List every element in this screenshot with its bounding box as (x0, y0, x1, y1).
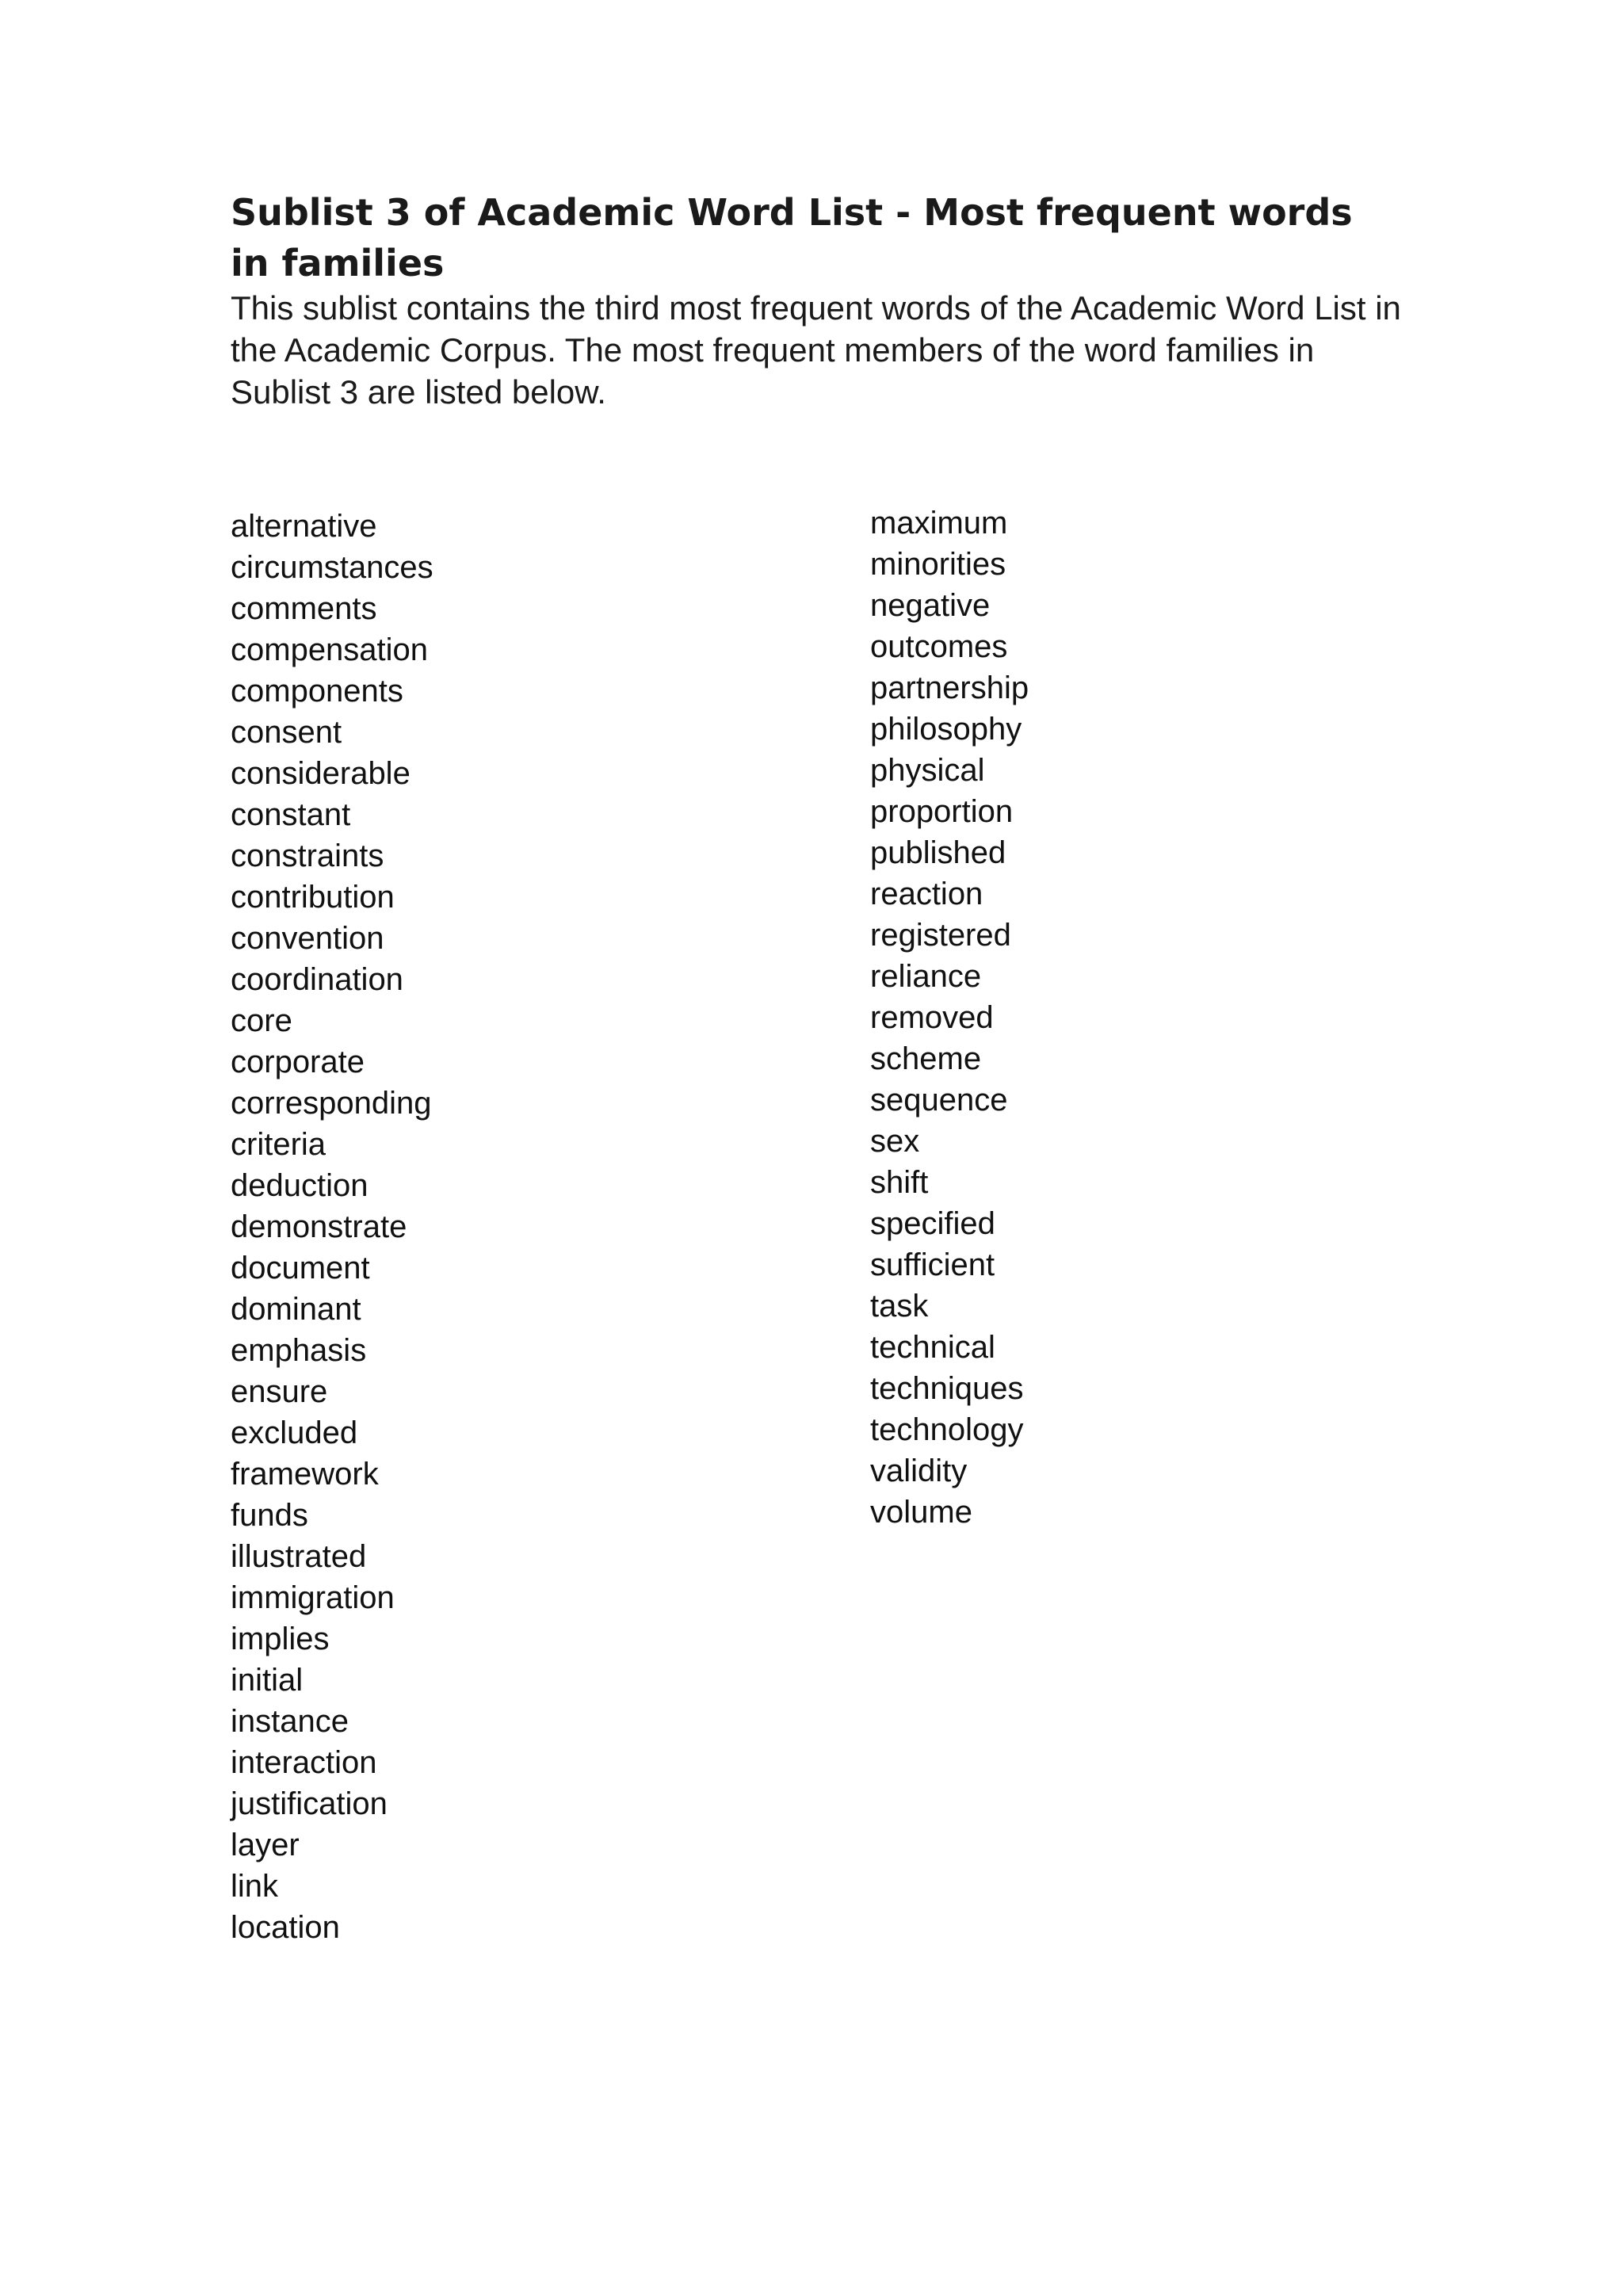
word-list-item: removed (870, 1000, 994, 1035)
word-list-item: excluded (231, 1415, 358, 1450)
word-list-item: maximum (870, 506, 1008, 541)
word-list-item: location (231, 1910, 340, 1945)
word-list-item: consent (231, 715, 342, 750)
word-list-item: constraints (231, 839, 384, 873)
word-list-item: corporate (231, 1045, 365, 1079)
word-list-item: philosophy (870, 712, 1022, 747)
word-list-item: corresponding (231, 1086, 432, 1121)
word-list-item: interaction (231, 1745, 377, 1780)
word-list-item: contribution (231, 880, 395, 915)
word-list-item: shift (870, 1165, 929, 1200)
word-list-item: comments (231, 591, 377, 626)
word-list-item: coordination (231, 962, 403, 997)
word-list-item: sex (870, 1124, 920, 1159)
word-list-item: technology (870, 1412, 1024, 1447)
word-list-item: deduction (231, 1168, 369, 1203)
word-list-right-column (870, 502, 1029, 1533)
word-list-item: considerable (231, 756, 411, 791)
word-list-item: volume (870, 1495, 972, 1530)
word-list-item: layer (231, 1828, 300, 1862)
intro-paragraph: This sublist contains the third most frequent words of the Academic Word List in the Academic Corpus. The most frequent members of the word families in Sublist 3 are listed below. (231, 289, 1401, 411)
word-list-item: task (870, 1289, 929, 1324)
word-list-item: techniques (870, 1371, 1024, 1406)
word-list-item: proportion (870, 794, 1014, 829)
document-title: Sublist 3 of Academic Word List - Most frequent words in families (231, 191, 1353, 285)
word-list-item: components (231, 674, 403, 709)
word-list-item: justification (231, 1786, 388, 1821)
word-list-item: technical (870, 1330, 995, 1365)
word-list-item: framework (231, 1457, 379, 1492)
word-list-item: registered (870, 918, 1011, 953)
word-list-item: physical (870, 753, 985, 788)
word-list-item: scheme (870, 1041, 982, 1076)
word-list-item: negative (870, 588, 991, 623)
word-list-item: implies (231, 1622, 330, 1656)
word-list-item: published (870, 835, 1006, 870)
word-list-item: compensation (231, 632, 429, 667)
word-list-item: sequence (870, 1083, 1008, 1117)
word-list-item: sufficient (870, 1247, 995, 1282)
word-list-item: minorities (870, 547, 1006, 582)
word-list-item: document (231, 1251, 370, 1286)
word-list-item: specified (870, 1206, 995, 1241)
word-list-left-column (231, 506, 433, 1948)
word-list-item: ensure (231, 1374, 328, 1409)
word-list-item: illustrated (231, 1539, 367, 1574)
word-list-item: core (231, 1003, 292, 1038)
word-list-item: reliance (870, 959, 982, 994)
word-list-item: dominant (231, 1292, 361, 1327)
word-list-item: constant (231, 797, 351, 832)
word-list-item: emphasis (231, 1333, 367, 1368)
word-list-item: alternative (231, 509, 377, 544)
word-list-item: demonstrate (231, 1209, 407, 1244)
word-list-item: funds (231, 1498, 308, 1533)
word-list-item: link (231, 1869, 279, 1904)
word-list-item: instance (231, 1704, 349, 1739)
word-list-item: outcomes (870, 629, 1008, 664)
word-list-item: convention (231, 921, 384, 956)
word-list-item: criteria (231, 1127, 327, 1162)
word-list-item: immigration (231, 1580, 395, 1615)
word-list-item: initial (231, 1663, 304, 1698)
word-list-item: reaction (870, 877, 983, 911)
word-list-item: circumstances (231, 550, 433, 585)
word-list-item: partnership (870, 670, 1029, 705)
word-list-item: validity (870, 1454, 968, 1488)
